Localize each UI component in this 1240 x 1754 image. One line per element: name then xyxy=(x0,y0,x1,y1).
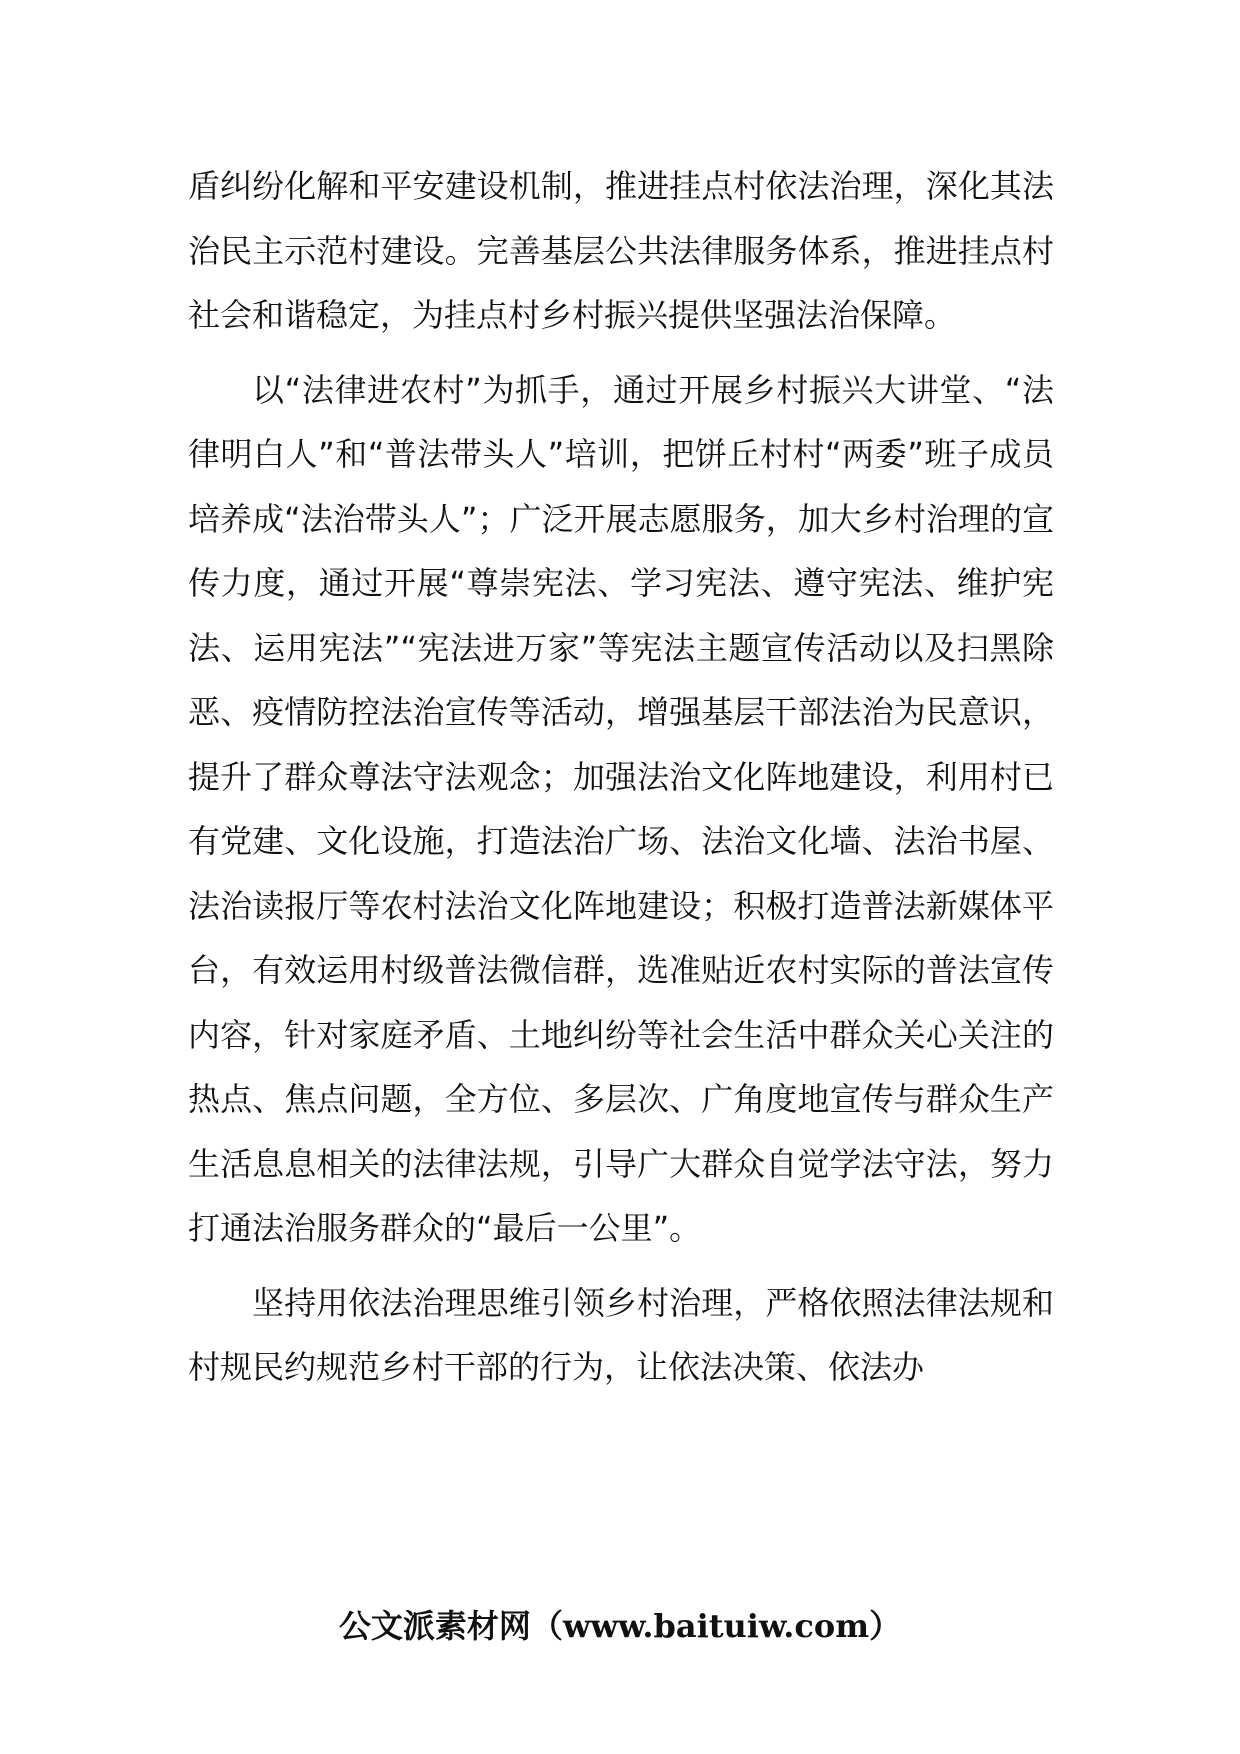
footer-watermark-text: 公文派素材网（www.baituiw.com） xyxy=(338,1607,902,1645)
paragraph-legal-publicity: 以“法律进农村”为抓手，通过开展乡村振兴大讲堂、“法律明白人”和“普法带头人”培训，把饼丘村村“两委”班子成员培养成“法治带头人”；广泛开展志愿服务，加大乡村治理的宣传力度，通过开展“尊崇宪法、学习宪法、遵守宪法、维护宪法、运用宪法”“宪法进万家”等宪法主题宣传活动以及扫黑除恶、疫情防控法治宣传等活动，增强基层干部法治为民意识，提升了群众尊法守法观念；加强法治文化阵地建设，利用村已有党建、文化设施，打造法治广场、法治文化墙、法治书屋、法治读报厅等农村法治文化阵地建设；积极打造普法新媒体平台，有效运用村级普法微信群，选准贴近农村实际的普法宣传内容，针对家庭矛盾、土地纠纷等社会生活中群众关心关注的热点、焦点问题，全方位、多层次、广角度地宣传与群众生产生活息息相关的法律法规，引导广大群众自觉学法守法，努力打通法治服务群众的“最后一公里”。 xyxy=(188,370,1054,1247)
paragraph-continuation: 盾纠纷化解和平安建设机制，推进挂点村依法治理，深化其法治民主示范村建设。完善基层公共法律服务体系，推进挂点村社会和谐稳定，为挂点村乡村振兴提供坚强法治保障。 xyxy=(188,167,1054,334)
paragraph-rule-of-law-governance: 坚持用依法治理思维引领乡村治理，严格依照法律法规和村规民约规范乡村干部的行为，让依法决策、依法办 xyxy=(188,1283,1054,1386)
document-body xyxy=(188,154,1054,1400)
